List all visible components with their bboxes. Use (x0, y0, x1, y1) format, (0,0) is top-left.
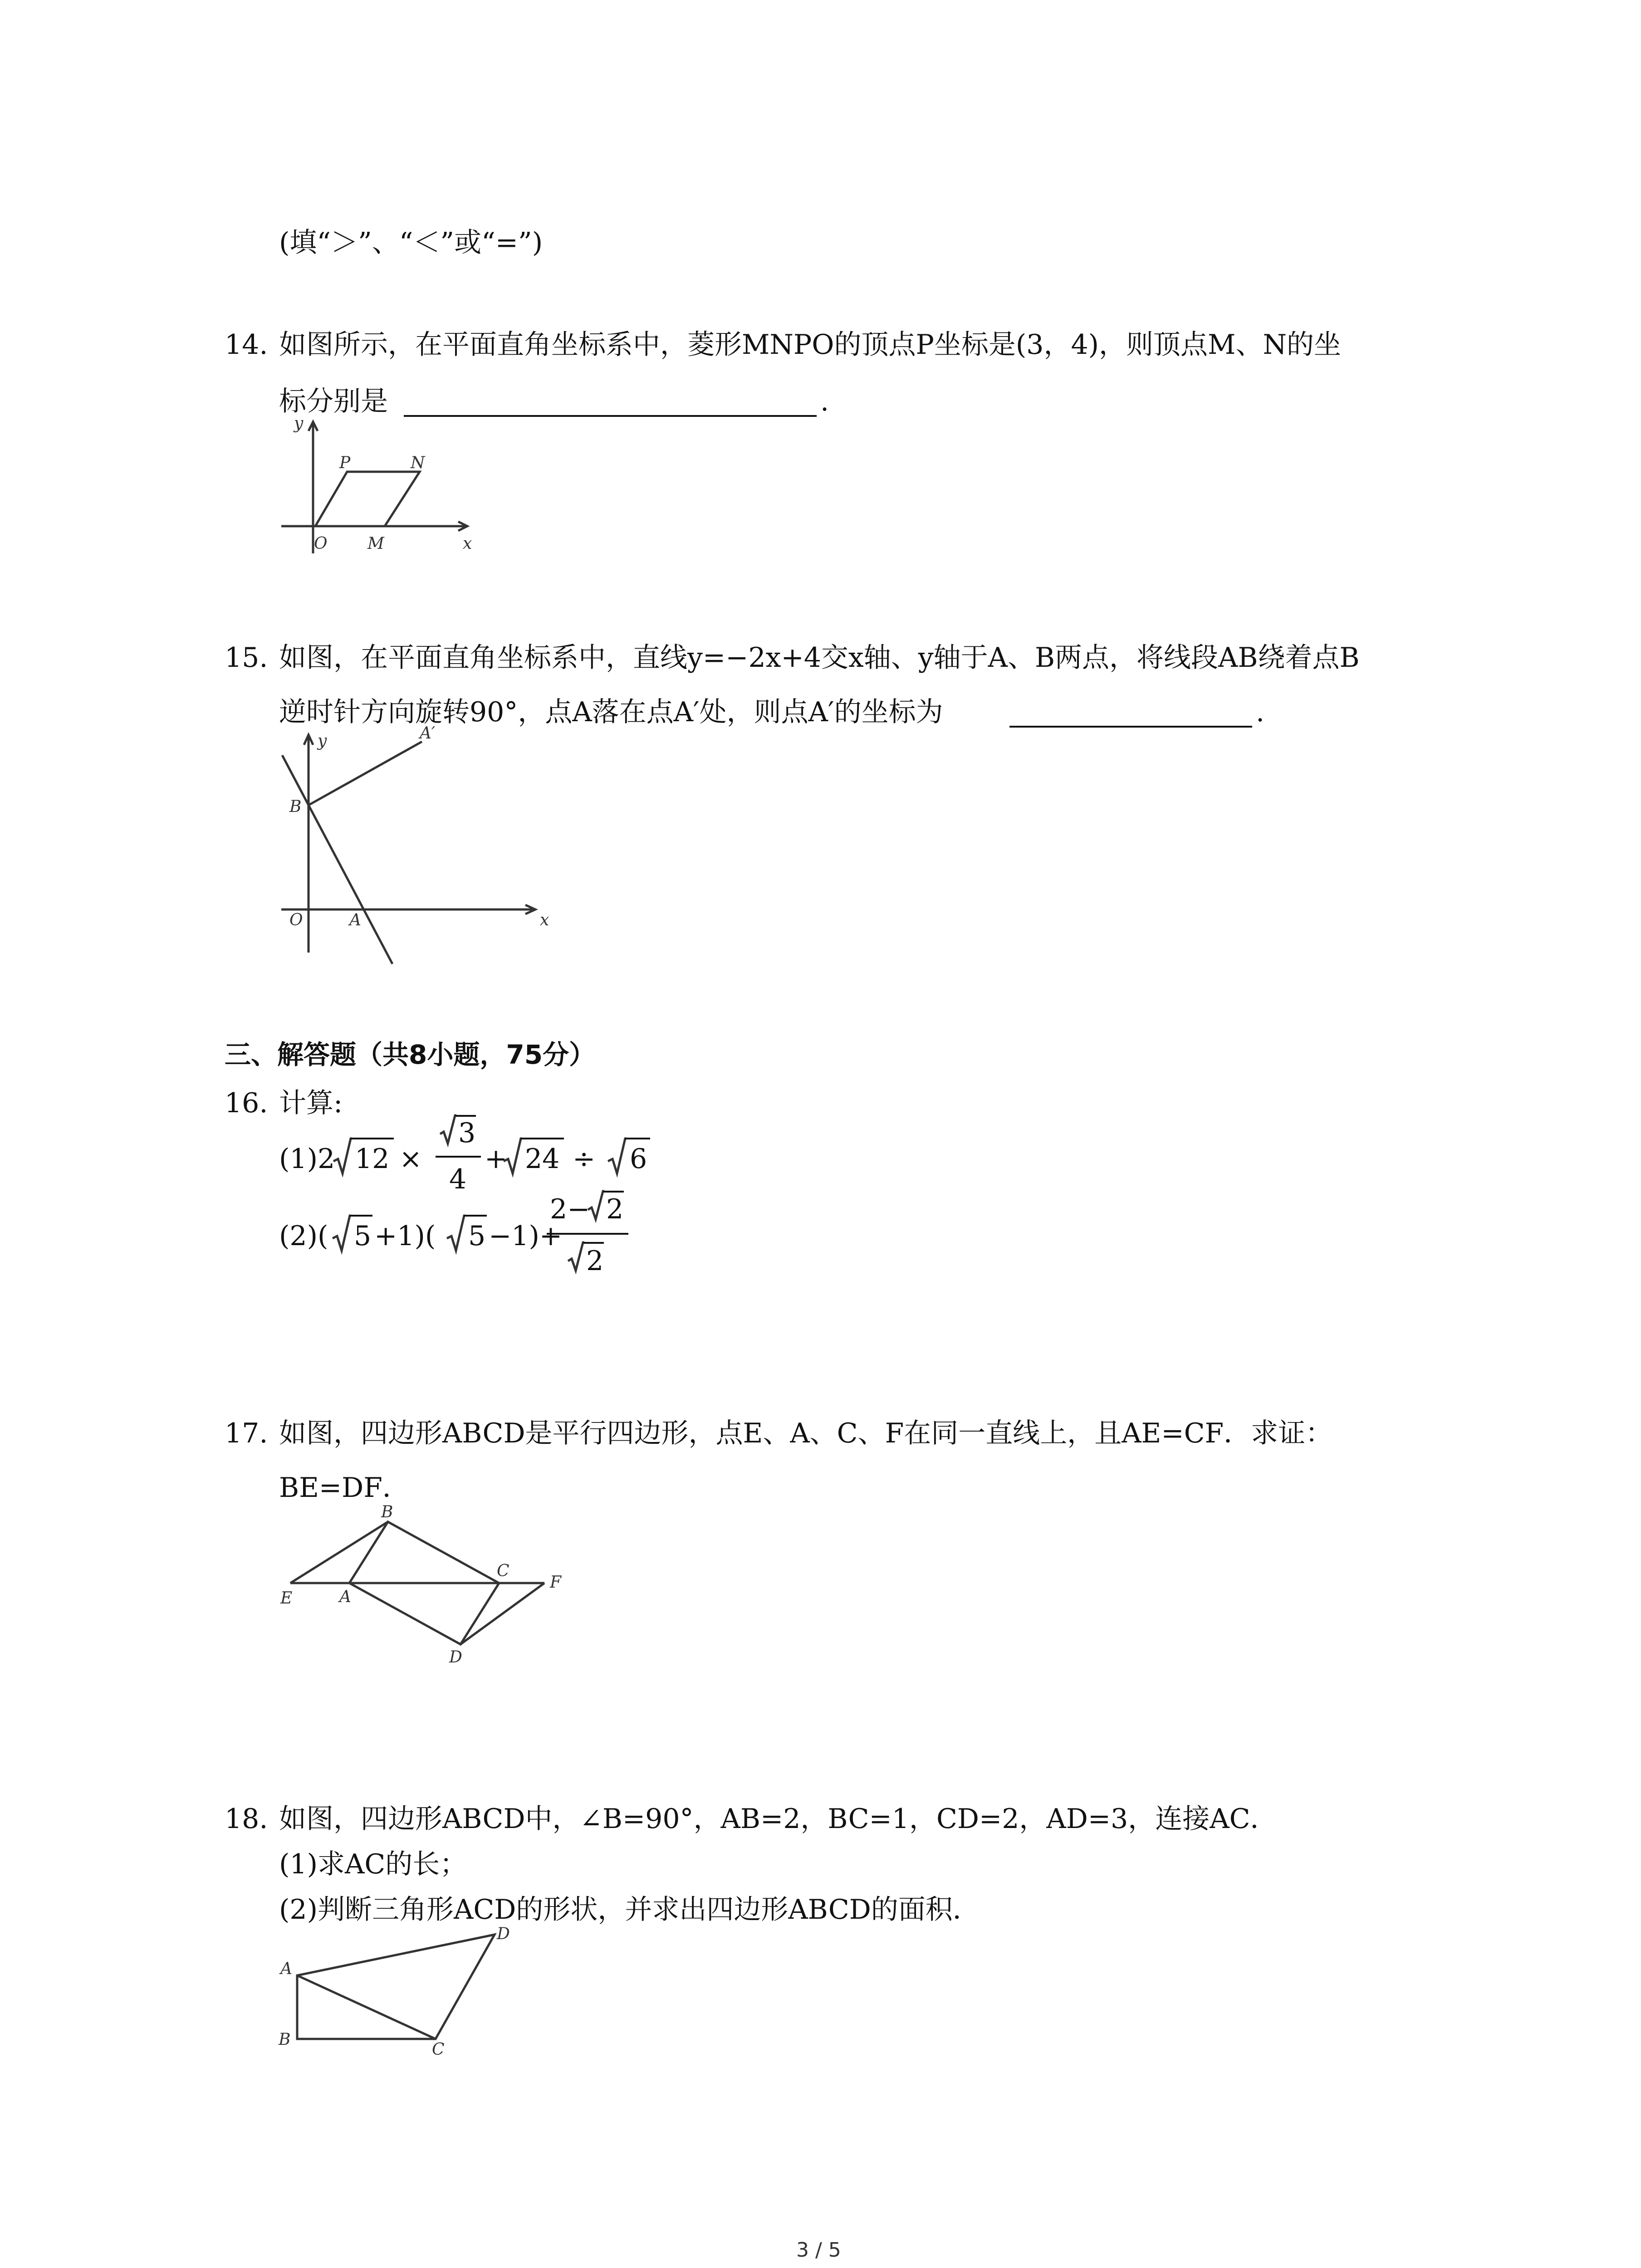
q17-number: 17. (225, 1418, 268, 1449)
q18-label-d: D (497, 1925, 510, 1943)
q16-p2-mid2: −1)+ (489, 1220, 563, 1252)
q18-line2: (1)求AC的长； (279, 1848, 467, 1880)
q14-number: 14. (225, 329, 268, 361)
q16-p2-radicand2: 5 (468, 1220, 486, 1252)
q16-p2-vinculum-num (603, 1191, 624, 1193)
q16-p2-label: (2)( (279, 1220, 328, 1252)
q17-label-b: B (381, 1503, 393, 1521)
q15-label-o: O (289, 911, 303, 929)
q17-label-d: D (449, 1648, 462, 1667)
q14-line1: 如图所示，在平面直角坐标系中，菱形MNPO的顶点P坐标是(3，4)，则顶点M、N的坐 (279, 329, 1341, 361)
q16-p1-radicand3: 6 (630, 1143, 647, 1175)
q18-quadrilateral (297, 1935, 495, 2039)
q16-p1-num-radicand: 3 (458, 1117, 476, 1149)
q16-p2-vinculum1 (350, 1215, 372, 1217)
q14-label-x: x (463, 534, 472, 553)
q16-p2-fraction-bar (547, 1233, 628, 1235)
q15-number: 15. (225, 642, 268, 674)
q16-p2-vinculum2 (464, 1215, 487, 1217)
q16-p2-radical-den (568, 1241, 584, 1273)
q14-line2-suffix: . (820, 386, 829, 417)
q16-p1-radical-num (440, 1114, 456, 1146)
q16-p1-den: 4 (449, 1163, 467, 1195)
q17-line2: BE=DF． (279, 1472, 410, 1504)
q18-diagonal-ac (297, 1975, 436, 2039)
q16-p1-radical3 (608, 1136, 626, 1177)
q16-p1-label: (1)2 (279, 1143, 335, 1175)
q17-segment-df (460, 1583, 544, 1644)
q14-rhombus (315, 472, 420, 526)
q16-p1-div: ÷ (573, 1143, 596, 1175)
q14-label-p: P (339, 454, 351, 472)
q16-p1-radical2 (504, 1136, 522, 1177)
q16-p2-mid1: +1)( (374, 1220, 436, 1252)
q15-label-b: B (289, 797, 302, 816)
q17-label-a: A (339, 1588, 351, 1606)
q16-number: 16. (225, 1087, 268, 1119)
q17-label-e: E (280, 1589, 293, 1608)
q15-line2-prefix: 逆时针方向旋转90°，点A落在点A′处，则点A′的坐标为 (279, 696, 943, 728)
q18-line3: (2)判断三角形ACD的形状，并求出四边形ABCD的面积． (279, 1894, 980, 1926)
q16-p1-vinculum-num (456, 1115, 476, 1117)
q17-segment-be (290, 1522, 388, 1583)
q16-p1-times: × (399, 1143, 422, 1175)
q16-p1-radical1 (333, 1136, 352, 1177)
q16-p1-radicand2: 24 (525, 1143, 560, 1175)
page-number: 3 / 5 (796, 2239, 841, 2262)
q15-figure (272, 726, 563, 980)
q15-label-a: A (349, 911, 361, 929)
q16-p2-radical-num (588, 1189, 604, 1222)
q17-figure (272, 1497, 599, 1669)
q16-p1-vinculum1 (351, 1138, 394, 1139)
q18-number: 18. (225, 1803, 268, 1835)
q14-label-n: N (411, 454, 425, 472)
q16-p2-den-radicand: 2 (586, 1245, 604, 1277)
q16-p1-vinculum3 (625, 1138, 650, 1139)
q16-p1-vinculum2 (521, 1138, 564, 1139)
q18-label-b: B (279, 2030, 291, 2049)
q16-p2-num-radicand: 2 (606, 1193, 624, 1225)
q16-p2-radical2 (447, 1213, 465, 1254)
section3-title: 三、解答题（共8小题，75分） (225, 1039, 596, 1070)
q16-intro: 计算: (279, 1087, 343, 1119)
q17-label-c: C (497, 1562, 509, 1580)
q18-line1: 如图，四边形ABCD中，∠B=90°，AB=2，BC=1，CD=2，AD=3，连接AC． (279, 1803, 1278, 1835)
q17-line1: 如图，四边形ABCD是平行四边形，点E、A、C、F在同一直线上，且AE=CF．求证： (279, 1418, 1333, 1449)
q14-label-m: M (367, 534, 384, 553)
q15-answer-blank[interactable] (1009, 726, 1252, 728)
q15-line-ab (282, 755, 392, 964)
q15-segment-ba-prime (309, 742, 422, 805)
q16-p2-radical1 (333, 1213, 351, 1254)
q15-line1: 如图，在平面直角坐标系中，直线y=−2x+4交x轴、y轴于A、B两点，将线段AB绕着点B (279, 642, 1360, 674)
q14-figure (272, 413, 481, 562)
q14-line2-prefix: 标分别是 (279, 386, 388, 417)
q18-label-a: A (280, 1960, 292, 1978)
q16-p1-plus: + (485, 1143, 508, 1175)
q16-p1-radicand1: 12 (355, 1143, 390, 1175)
q15-label-a-prime: A′ (420, 724, 436, 743)
q14-label-y: y (294, 414, 304, 433)
q18-figure (272, 1923, 526, 2059)
q18-label-c: C (432, 2040, 445, 2059)
q16-p2-radicand1: 5 (354, 1220, 372, 1252)
q15-label-x: x (540, 911, 549, 929)
q17-label-f: F (550, 1573, 561, 1592)
q14-label-o: O (314, 534, 328, 553)
q16-p2-vinculum-den (583, 1242, 604, 1244)
q16-p2-num-prefix: 2− (550, 1193, 590, 1225)
q15-label-y: y (318, 732, 327, 750)
q15-line2-suffix: . (1256, 696, 1265, 728)
q16-p1-fraction-bar (436, 1156, 481, 1158)
q13-answer-hint: (填“＞”、“＜”或“=”) (279, 227, 543, 259)
